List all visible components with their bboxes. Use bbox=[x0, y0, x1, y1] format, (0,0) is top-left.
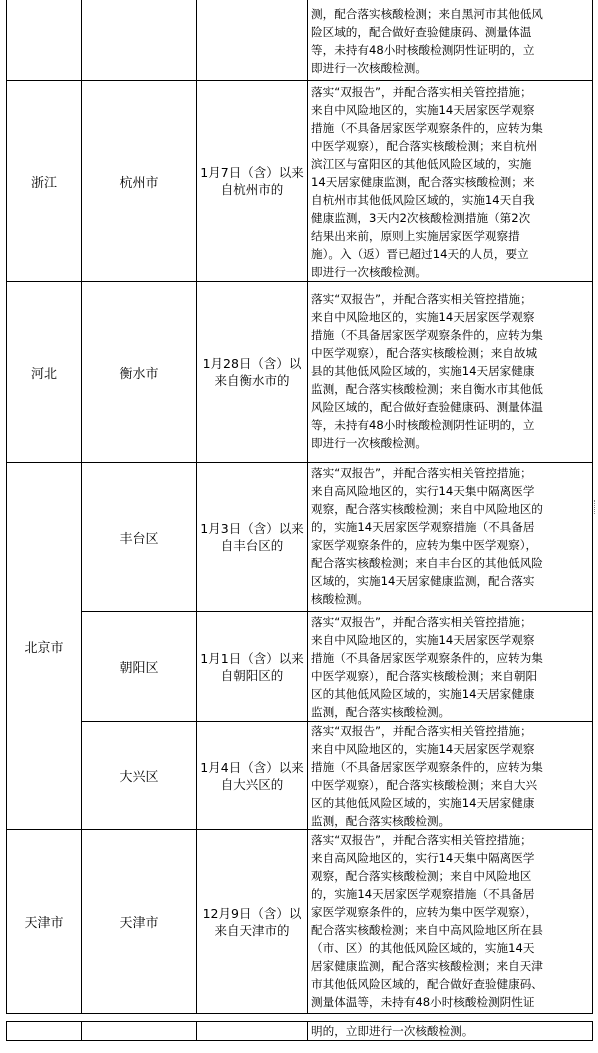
measure-line: 观察，配合落实核酸检测；来自中风险地区 bbox=[311, 869, 532, 883]
measure-line: 来自高风险地区的，实行14天集中隔离医学 bbox=[311, 484, 535, 498]
measure-line: 施）。入（返）晋已超过14天的人员，要立 bbox=[311, 247, 529, 261]
measure-line: 即进行一次核酸检测。 bbox=[311, 265, 427, 279]
measure-line: 等，未持有48小时核酸检测阴性证明的，立 bbox=[311, 418, 535, 432]
measure-line: （市、区）的其他低风险区域的，实施14天 bbox=[311, 941, 535, 955]
measure-line: 落实“双报告”，并配合落实相关管控措施； bbox=[311, 292, 532, 306]
measure-line: 居家健康监测，配合落实核酸检测；来自天津 bbox=[311, 959, 543, 973]
measure-line: 监测，配合落实核酸检测。 bbox=[311, 814, 451, 828]
time-cell bbox=[197, 0, 308, 81]
time-label: 1月28日（含）以来自衡水市的 bbox=[202, 356, 302, 388]
margin-marker bbox=[594, 500, 598, 514]
measure-line: 观察，配合落实核酸检测；来自中风险地区的 bbox=[311, 502, 543, 516]
measure-line: 落实“双报告”，并配合落实相关管控措施； bbox=[311, 724, 532, 738]
measure-line: 市其他低风险区域的，配合做好查验健康码、 bbox=[311, 977, 543, 991]
measure-line: 来自高风险地区的，实行14天集中隔离医学 bbox=[311, 851, 535, 865]
measure-line: 中医学观察），配合落实核酸检测；来自朝阳 bbox=[311, 669, 538, 683]
time-cell bbox=[197, 722, 308, 830]
measure-line: 措施（不具备居家医学观察条件的，应转为集 bbox=[311, 328, 543, 342]
province-label: 天津市 bbox=[24, 916, 64, 931]
city-cell bbox=[82, 463, 197, 612]
measure-line: 落实“双报告”，并配合落实相关管控措施； bbox=[311, 466, 532, 480]
time-cell bbox=[197, 612, 308, 722]
measure-line: 落实“双报告”，并配合落实相关管控措施； bbox=[311, 615, 532, 629]
city-label: 天津市 bbox=[119, 916, 159, 931]
city-label: 杭州市 bbox=[119, 175, 159, 191]
measure-line: 中医学观察），配合落实核酸检测；来自故城 bbox=[311, 346, 538, 360]
measure-line: 健康监测，3天内2次核酸检测措施（第2次 bbox=[311, 211, 531, 225]
measure-line: 的，实施14天居家医学观察措施（不具备居 bbox=[311, 887, 535, 901]
province-cell bbox=[6, 0, 82, 81]
measure-line: 等，未持有48小时核酸检测阴性证明的，立 bbox=[311, 43, 535, 57]
city-cell bbox=[82, 1021, 197, 1041]
time-cell bbox=[197, 1021, 308, 1041]
time-label: 1月3日（含）以来自丰台区的 bbox=[200, 521, 304, 553]
measure-line: 区域的，实施14天居家健康监测，配合落实 bbox=[311, 574, 535, 588]
time-cell bbox=[197, 463, 308, 612]
measure-line: 来自中风险地区的，实施14天居家医学观察 bbox=[311, 103, 535, 117]
measure-line: 中医学观察），配合落实核酸检测；来自大兴 bbox=[311, 778, 538, 792]
measure-cell bbox=[308, 282, 593, 463]
province-cell bbox=[6, 81, 82, 282]
city-cell bbox=[82, 282, 197, 463]
city-cell bbox=[82, 722, 197, 830]
measure-line: 落实“双报告”，并配合落实相关管控措施； bbox=[311, 85, 532, 99]
time-label: 1月7日（含）以来自杭州市的 bbox=[200, 165, 304, 197]
measure-line: 措施（不具备居家医学观察条件的，应转为集 bbox=[311, 121, 543, 135]
measure-line: 来自中风险地区的，实施14天居家医学观察 bbox=[311, 310, 535, 324]
measure-line: 来自中风险地区的，实施14天居家医学观察 bbox=[311, 742, 535, 756]
province-cell bbox=[6, 830, 82, 1014]
measure-line: 措施（不具备居家医学观察条件的，应转为集 bbox=[311, 760, 543, 774]
measure-line: 区的其他低风险区域的，实施14天居家健康 bbox=[311, 687, 535, 701]
measure-line: 即进行一次核酸检测。 bbox=[311, 61, 427, 75]
measure-line: 核酸检测。 bbox=[311, 592, 369, 606]
measure-line: 区的其他低风险区域的，实施14天居家健康 bbox=[311, 796, 535, 810]
city-label: 丰台区 bbox=[119, 531, 159, 547]
measure-line: 明的，立即进行一次核酸检测。 bbox=[311, 1024, 474, 1038]
city-cell bbox=[82, 0, 197, 81]
measure-line: 滨江区与富阳区的其他低风险区域的，实施 bbox=[311, 157, 532, 171]
time-label: 1月1日（含）以来自朝阳区的 bbox=[200, 650, 304, 683]
time-label: 1月4日（含）以来自大兴区的 bbox=[200, 759, 304, 792]
city-cell bbox=[82, 81, 197, 282]
measure-line: 配合落实核酸检测；来自丰台区的其他低风险 bbox=[311, 556, 543, 570]
time-cell bbox=[197, 81, 308, 282]
measure-line: 即进行一次核酸检测。 bbox=[311, 436, 427, 450]
city-cell bbox=[82, 612, 197, 722]
measure-line: 中医学观察），配合落实核酸检测；来自杭州 bbox=[311, 139, 538, 153]
province-label: 北京市 bbox=[24, 640, 64, 656]
measure-line: 结果出来前，原则上实施居家医学观察措 bbox=[311, 229, 520, 243]
measure-cell bbox=[308, 0, 593, 81]
measure-line: 监测，配合落实核酸检测；来自衡水市其他低 bbox=[311, 382, 543, 396]
measure-cell bbox=[308, 1021, 593, 1041]
measure-line: 自杭州市其他低风险区域的，实施14天自我 bbox=[311, 193, 535, 207]
time-label: 12月9日（含）以来自天津市的 bbox=[202, 905, 302, 938]
measure-line: 来自中风险地区的，实施14天居家医学观察 bbox=[311, 633, 535, 647]
time-cell bbox=[197, 282, 308, 463]
measure-line: 家医学观察条件的，应转为集中医学观察）， bbox=[311, 538, 538, 552]
measure-cell bbox=[308, 612, 593, 722]
city-label: 朝阳区 bbox=[119, 661, 159, 676]
measure-line: 家医学观察条件的，应转为集中医学观察）， bbox=[311, 905, 538, 919]
measure-line: 测，配合落实核酸检测；来自黑河市其他低风 bbox=[311, 7, 543, 21]
city-cell bbox=[82, 830, 197, 1014]
province-cell bbox=[6, 282, 82, 463]
measure-line: 风险区域的，配合做好查验健康码、测量体温 bbox=[311, 400, 543, 414]
measure-line: 监测，配合落实核酸检测。 bbox=[311, 705, 451, 719]
measure-line: 14天居家健康监测，配合落实核酸检测；来 bbox=[311, 175, 535, 189]
city-label: 衡水市 bbox=[119, 366, 159, 382]
measure-cell bbox=[308, 81, 593, 282]
measure-line: 测量体温等，未持有48小时核酸检测阴性证 bbox=[311, 995, 535, 1009]
measure-line: 的，实施14天居家医学观察措施（不具备居 bbox=[311, 520, 535, 534]
province-cell bbox=[6, 463, 82, 830]
province-label: 浙江 bbox=[30, 175, 57, 191]
measure-line: 险区域的，配合做好查验健康码、测量体温 bbox=[311, 25, 532, 39]
measure-line: 措施（不具备居家医学观察条件的，应转为集 bbox=[311, 651, 543, 665]
city-label: 大兴区 bbox=[119, 770, 159, 785]
time-cell bbox=[197, 830, 308, 1014]
measure-line: 配合落实核酸检测；来自中高风险地区所在县 bbox=[311, 923, 543, 937]
measure-cell bbox=[308, 722, 593, 830]
measure-line: 县的其他低风险区域的，实施14天居家健康 bbox=[311, 364, 535, 378]
measure-line: 落实“双报告”，并配合落实相关管控措施； bbox=[311, 833, 532, 847]
measure-cell bbox=[308, 463, 593, 612]
measure-cell bbox=[308, 830, 593, 1014]
province-cell bbox=[6, 1021, 82, 1041]
province-label: 河北 bbox=[30, 366, 57, 382]
